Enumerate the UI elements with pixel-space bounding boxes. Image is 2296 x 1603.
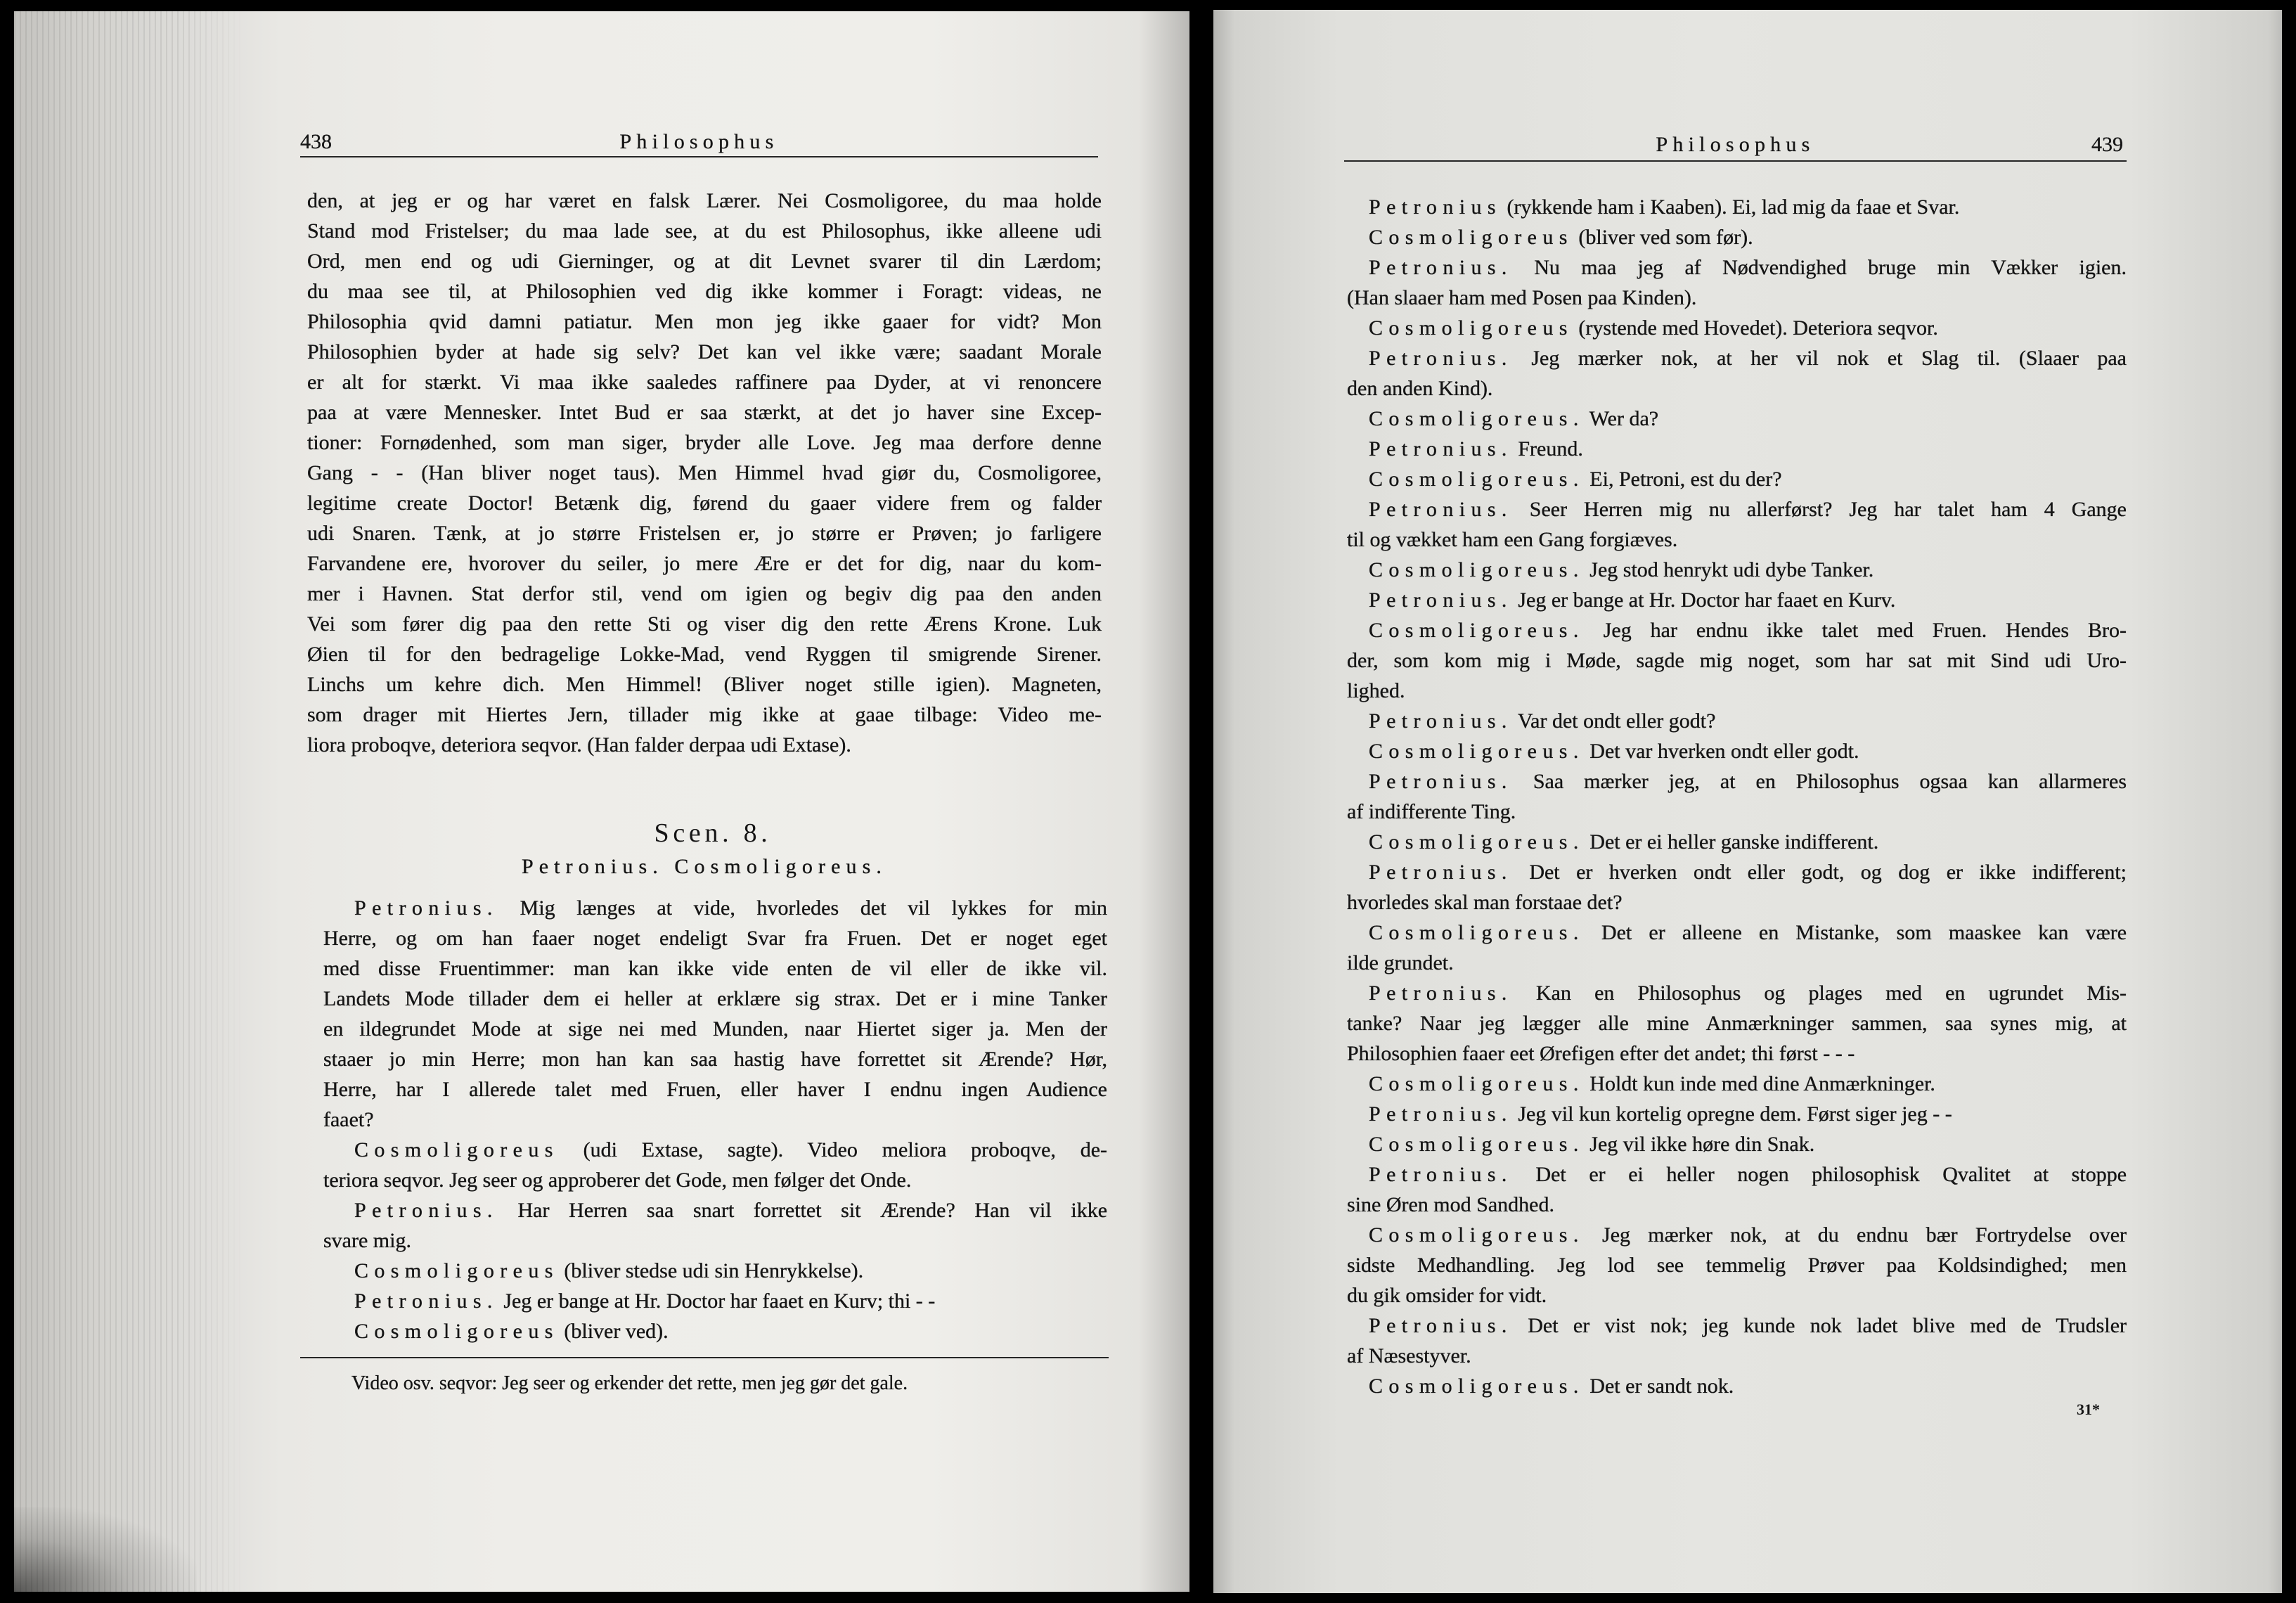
speech-text: (Han slaaer ham med Posen paa Kinden).: [1347, 286, 1697, 309]
speech-text: Har Herren saa snart forrettet sit Ærende? Han vil ikke: [517, 1199, 1107, 1222]
speech-text: faaet?: [323, 1108, 374, 1131]
speech-text: (udi Extase, sagte). Video meliora proboqve, de-: [583, 1138, 1107, 1161]
text-line: [307, 427, 1102, 458]
speech-line: [323, 1256, 1107, 1286]
speaker-name: Petronius.: [1369, 981, 1513, 1005]
speech-paragraph: [323, 1286, 1107, 1316]
speech-line: [1347, 1099, 2127, 1129]
speech-text: der, som kom mig i Møde, sagde mig noget, som har sat mit Sind udi Uro-: [1347, 649, 2127, 672]
line-text: Philosophia qvid damni patiatur. Men mon jeg ikke gaaer for vidt? Mon: [307, 310, 1102, 333]
speech-text: Det var hverken ondt eller godt.: [1589, 740, 1859, 763]
speech-line: [1347, 373, 2127, 404]
text-line: [307, 730, 1102, 760]
speech-line: [323, 1135, 1107, 1165]
speaker-name: Cosmoligoreus.: [1369, 468, 1585, 491]
speaker-name: Cosmoligoreus.: [1369, 558, 1585, 581]
speaker-name: Cosmoligoreus.: [1369, 1133, 1585, 1156]
speech-paragraph: [1347, 857, 2127, 918]
speaker-name: Petronius.: [354, 1199, 498, 1222]
speech-text: ilde grundet.: [1347, 951, 1454, 974]
speech-paragraph: [1347, 343, 2127, 404]
speech-text: Freund.: [1518, 437, 1583, 461]
speech-line: [1347, 645, 2127, 676]
speech-text: Mig længes at vide, hvorledes det vil lykkes for min: [520, 896, 1107, 920]
speech-text: Jeg mærker nok, at du endnu bær Fortrydelse over: [1602, 1223, 2127, 1247]
speech-text: sidste Medhandling. Jeg lod see temmelig Prøver paa Koldsindighed; men: [1347, 1254, 2127, 1277]
speech-text: Jeg mærker nok, at her vil nok et Slag til. (Slaaer paa: [1531, 347, 2127, 370]
line-text: liora proboqve, deteriora seqvor. (Han falder derpaa udi Extase).: [307, 733, 851, 757]
speech-paragraph: [323, 1256, 1107, 1286]
speech-paragraph: [323, 893, 1107, 1135]
speaker-name: Cosmoligoreus: [354, 1138, 559, 1161]
speech-text: en ildegrundet Mode at sige nei med Munden, naar Hiertet siger ja. Men der: [323, 1017, 1107, 1041]
speech-line: [323, 1044, 1107, 1074]
speech-line: [323, 1195, 1107, 1225]
text-line: [307, 488, 1102, 518]
speech-paragraph: [1347, 1371, 2127, 1401]
speech-text: Nu maa jeg af Nødvendighed bruge min Vækker igien.: [1534, 256, 2127, 279]
speaker-name: Petronius.: [1369, 347, 1513, 370]
speech-paragraph: [1347, 555, 2127, 585]
speech-text: lighed.: [1347, 679, 1405, 702]
right-book-page: [1213, 10, 2282, 1593]
dialogue-block: [323, 893, 1107, 1346]
speech-text: Det er alleene en Mistanke, som maaskee kan være: [1601, 921, 2127, 944]
speech-paragraph: [1347, 1129, 2127, 1159]
speech-paragraph: [1347, 464, 2127, 494]
speech-text: Herre, har I allerede talet med Fruen, eller haver I endnu ingen Audience: [323, 1078, 1107, 1101]
speaker-name: Petronius.: [1369, 861, 1513, 884]
page-number: 439: [2091, 133, 2123, 156]
speech-text: Det er ei heller nogen philosophisk Qvalitet at stoppe: [1535, 1163, 2127, 1186]
speech-text: med disse Fruentimmer: man kan ikke vide enten de vil eller de ikke vil.: [323, 957, 1107, 980]
speech-text: Det er sandt nok.: [1589, 1375, 1734, 1398]
line-text: Ord, men end og udi Gierninger, og at dit Levnet svarer til din Lærdom;: [307, 250, 1102, 273]
text-line: [307, 458, 1102, 488]
line-text: Gang - - (Han bliver noget taus). Men Himmel hvad giør du, Cosmoligoree,: [307, 461, 1102, 484]
speaker-name: Petronius.: [354, 1289, 498, 1313]
speech-line: [323, 1225, 1107, 1256]
speech-text: teriora seqvor. Jeg seer og approberer det Gode, men følger det Onde.: [323, 1169, 912, 1192]
line-text: du maa see til, at Philosophien ved dig ikke kommer i Foragt: videas, ne: [307, 280, 1102, 303]
speech-text: Herre, og om han faaer noget endeligt Svar fra Fruen. Det er noget eget: [323, 927, 1107, 950]
speaker-name: Cosmoligoreus.: [1369, 407, 1585, 430]
speech-paragraph: [1347, 1099, 2127, 1129]
speech-paragraph: [323, 1135, 1107, 1195]
speaker-name: Cosmoligoreus.: [1369, 830, 1585, 854]
page-number: 438: [300, 130, 332, 153]
speech-text: (bliver stedse udi sin Henrykkelse).: [564, 1259, 864, 1282]
speech-paragraph: [323, 1316, 1107, 1346]
footnote: Video osv. seqvor: Jeg seer og erkender det rette, men jeg gør det gale.: [352, 1372, 908, 1394]
speech-text: Jeg er bange at Hr. Doctor har faaet en Kurv; thi - -: [503, 1289, 936, 1313]
speech-text: Jeg er bange at Hr. Doctor har faaet en Kurv.: [1518, 588, 1896, 612]
signature-mark: 31*: [2077, 1401, 2100, 1418]
line-text: den, at jeg er og har været en falsk Lærer. Nei Cosmoligoree, du maa holde: [307, 189, 1102, 212]
speech-line: [1347, 1038, 2127, 1069]
speaker-name: Cosmoligoreus: [1369, 226, 1573, 249]
speech-text: Det er ei heller ganske indifferent.: [1589, 830, 1879, 854]
line-text: er alt for stærkt. Vi maa ikke saaledes raffinere paa Dyder, at vi renoncere: [307, 371, 1102, 394]
speaker-name: Petronius.: [1369, 1163, 1513, 1186]
speech-paragraph: [1347, 252, 2127, 313]
text-line: [307, 669, 1102, 700]
speech-line: [1347, 797, 2127, 827]
speech-line: [1347, 464, 2127, 494]
speech-text: Holdt kun inde med dine Anmærkninger.: [1589, 1072, 1935, 1095]
speaker-name: Cosmoligoreus.: [1369, 619, 1585, 642]
speech-text: af Næsestyver.: [1347, 1344, 1471, 1367]
text-line: [307, 579, 1102, 609]
speaker-name: Cosmoligoreus.: [1369, 921, 1585, 944]
text-line: [307, 367, 1102, 397]
line-text: udi Snaren. Tænk, at jo større Fristelsen er, jo større er Prøven; jo farligere: [307, 522, 1102, 545]
speech-line: [1347, 1341, 2127, 1371]
speech-line: [1347, 494, 2127, 524]
speech-line: [323, 1286, 1107, 1316]
speech-line: [1347, 1190, 2127, 1220]
speech-text: til og vækket ham een Gang forgiæves.: [1347, 528, 1678, 551]
speech-line: [1347, 978, 2127, 1008]
speech-line: [323, 1316, 1107, 1346]
left-book-page: [14, 11, 1189, 1592]
speaker-name: Cosmoligoreus.: [1369, 1223, 1585, 1247]
speech-line: [1347, 887, 2127, 918]
speech-line: [1347, 827, 2127, 857]
speaker-name: Petronius.: [1369, 1102, 1513, 1126]
speech-text: Landets Mode tillader dem ei heller at erklære sig strax. Det er i mine Tanker: [323, 987, 1107, 1010]
text-line: [307, 700, 1102, 730]
speech-line: [1347, 404, 2127, 434]
header-rule: [300, 156, 1098, 157]
speech-line: [1347, 676, 2127, 706]
speech-line: [323, 1074, 1107, 1105]
text-line: [307, 307, 1102, 337]
speech-paragraph: [1347, 706, 2127, 736]
speech-line: [1347, 615, 2127, 645]
header-rule: [1344, 160, 2127, 162]
speech-line: [1347, 948, 2127, 978]
speech-paragraph: [1347, 1220, 2127, 1311]
speech-paragraph: [1347, 766, 2127, 827]
speech-paragraph: [1347, 1311, 2127, 1371]
line-text: legitime create Doctor! Betænk dig, førend du gaaer videre frem og falder: [307, 491, 1102, 515]
text-line: [307, 397, 1102, 427]
speech-paragraph: [1347, 827, 2127, 857]
text-line: [307, 337, 1102, 367]
speech-text: Kan en Philosophus og plages med en ugrundet Mis-: [1535, 981, 2127, 1005]
text-line: [307, 548, 1102, 579]
speaker-name: Petronius.: [1369, 588, 1513, 612]
text-line: [307, 216, 1102, 246]
speech-line: [323, 1014, 1107, 1044]
speech-line: [1347, 857, 2127, 887]
speech-text: Philosophien faaer eet Ørefigen efter det andet; thi først - - -: [1347, 1042, 1855, 1065]
speaker-name: Petronius.: [1369, 770, 1513, 793]
speech-paragraph: [1347, 1159, 2127, 1220]
running-head: Philosophus: [1656, 133, 1815, 156]
speech-paragraph: [1347, 404, 2127, 434]
footnote-rule: [300, 1357, 1109, 1358]
speech-line: [1347, 434, 2127, 464]
speech-text: Wer da?: [1589, 407, 1659, 430]
speech-line: [323, 893, 1107, 923]
line-text: paa at være Mennesker. Intet Bud er saa stærkt, at det jo haver sine Excep-: [307, 401, 1102, 424]
scene-heading: Scen. 8.: [654, 818, 772, 848]
speech-line: [1347, 736, 2127, 766]
line-text: Øien til for den bedragelige Lokke-Mad, vend Ryggen til smigrende Sirener.: [307, 643, 1102, 666]
speech-text: Jeg stod henrykt udi dybe Tanker.: [1589, 558, 1874, 581]
speech-line: [1347, 343, 2127, 373]
dialogue-block: [1347, 192, 2127, 1401]
speaker-name: Petronius: [1369, 195, 1502, 219]
scene-cast-list: Petronius. Cosmoligoreus.: [521, 855, 887, 878]
line-text: tioner: Fornødenhed, som man siger, bryder alle Love. Jeg maa derfore denne: [307, 431, 1102, 454]
speech-text: den anden Kind).: [1347, 377, 1493, 400]
speech-text: af indifferente Ting.: [1347, 800, 1516, 823]
page-edge-stack: [14, 11, 246, 1592]
speech-line: [1347, 555, 2127, 585]
speech-line: [323, 1165, 1107, 1195]
line-text: Stand mod Fristelser; du maa lade see, at du est Philosophus, ikke alleene udi: [307, 219, 1102, 243]
speech-line: [1347, 1250, 2127, 1280]
speech-line: [1347, 192, 2127, 222]
speech-line: [323, 923, 1107, 953]
speech-line: [1347, 706, 2127, 736]
speech-line: [1347, 918, 2127, 948]
speech-line: [1347, 1311, 2127, 1341]
text-line: [307, 518, 1102, 548]
line-text: mer i Havnen. Stat derfor stil, vend om igien og begiv dig paa den anden: [307, 582, 1102, 605]
speech-text: Ei, Petroni, est du der?: [1589, 468, 1782, 491]
speech-line: [323, 953, 1107, 984]
text-line: [307, 609, 1102, 639]
line-text: som drager mit Hiertes Jern, tillader mig ikke at gaae tilbage: Video me-: [307, 703, 1102, 726]
speech-text: Saa mærker jeg, at en Philosophus ogsaa kan allarmeres: [1533, 770, 2127, 793]
speech-line: [1347, 313, 2127, 343]
speaker-name: Cosmoligoreus.: [1369, 1072, 1585, 1095]
speech-line: [1347, 524, 2127, 555]
speech-text: staaer jo min Herre; mon han kan saa hastig have forrettet sit Ærende? Hør,: [323, 1048, 1107, 1071]
speech-text: hvorledes skal man forstaae det?: [1347, 891, 1623, 914]
speech-line: [1347, 1069, 2127, 1099]
continued-speech: [307, 186, 1102, 760]
speech-paragraph: [1347, 978, 2127, 1069]
speech-line: [1347, 1220, 2127, 1250]
speaker-name: Cosmoligoreus.: [1369, 1375, 1585, 1398]
speech-line: [1347, 1159, 2127, 1190]
speech-text: svare mig.: [323, 1229, 411, 1252]
speaker-name: Petronius.: [1369, 437, 1513, 461]
speech-paragraph: [1347, 222, 2127, 252]
speaker-name: Petronius.: [1369, 709, 1513, 733]
corner-shadow: [14, 1507, 197, 1592]
text-line: [307, 186, 1102, 216]
speech-line: [1347, 766, 2127, 797]
line-text: Linchs um kehre dich. Men Himmel! (Bliver noget stille igien). Magneten,: [307, 673, 1102, 696]
speech-paragraph: [1347, 313, 2127, 343]
line-text: Farvandene ere, hvorover du seiler, jo mere Ære er det for dig, naar du kom-: [307, 552, 1102, 575]
speech-text: tanke? Naar jeg lægger alle mine Anmærkninger sammen, saa synes mig, at: [1347, 1012, 2127, 1035]
speaker-name: Petronius.: [1369, 256, 1513, 279]
speech-text: (rykkende ham i Kaaben). Ei, lad mig da faae et Svar.: [1507, 195, 1960, 219]
speech-text: (rystende med Hovedet). Deteriora seqvor.: [1578, 316, 1938, 340]
speech-line: [323, 984, 1107, 1014]
speaker-name: Cosmoligoreus: [1369, 316, 1573, 340]
speech-line: [1347, 283, 2127, 313]
text-line: [307, 246, 1102, 276]
speech-paragraph: [1347, 736, 2127, 766]
speaker-name: Petronius.: [354, 896, 498, 920]
speech-text: Jeg vil kun kortelig opregne dem. Først siger jeg - -: [1518, 1102, 1952, 1126]
speech-line: [1347, 1280, 2127, 1311]
speech-paragraph: [1347, 434, 2127, 464]
speech-line: [1347, 585, 2127, 615]
running-head: Philosophus: [619, 130, 779, 153]
speech-line: [1347, 1008, 2127, 1038]
speaker-name: Cosmoligoreus.: [1369, 740, 1585, 763]
speech-text: Var det ondt eller godt?: [1517, 709, 1716, 733]
text-line: [307, 276, 1102, 307]
line-text: Philosophien byder at hade sig selv? Det kan vel ikke være; saadant Morale: [307, 340, 1102, 363]
speaker-name: Cosmoligoreus: [354, 1259, 559, 1282]
speech-text: Jeg har endnu ikke talet med Fruen. Hendes Bro-: [1603, 619, 2127, 642]
speaker-name: Cosmoligoreus: [354, 1320, 559, 1343]
speech-paragraph: [1347, 192, 2127, 222]
speech-line: [1347, 222, 2127, 252]
speech-text: (bliver ved).: [564, 1320, 669, 1343]
speech-text: sine Øren mod Sandhed.: [1347, 1193, 1554, 1216]
line-text: Vei som fører dig paa den rette Sti og viser dig den rette Ærens Krone. Luk: [307, 612, 1102, 636]
speech-line: [1347, 252, 2127, 283]
speech-paragraph: [1347, 918, 2127, 978]
speech-paragraph: [1347, 494, 2127, 555]
speech-line: [1347, 1371, 2127, 1401]
speaker-name: Petronius.: [1369, 498, 1513, 521]
speech-text: Det er hverken ondt eller godt, og dog er ikke indifferent;: [1529, 861, 2127, 884]
speech-paragraph: [1347, 1069, 2127, 1099]
text-line: [307, 639, 1102, 669]
speech-paragraph: [323, 1195, 1107, 1256]
speech-line: [1347, 1129, 2127, 1159]
speaker-name: Petronius.: [1369, 1314, 1513, 1337]
speech-text: Det er vist nok; jeg kunde nok ladet blive med de Trudsler: [1528, 1314, 2127, 1337]
speech-paragraph: [1347, 615, 2127, 706]
speech-text: du gik omsider for vidt.: [1347, 1284, 1547, 1307]
speech-text: Seer Herren mig nu allerførst? Jeg har talet ham 4 Gange: [1529, 498, 2127, 521]
speech-line: [323, 1105, 1107, 1135]
speech-text: (bliver ved som før).: [1578, 226, 1753, 249]
speech-text: Jeg vil ikke høre din Snak.: [1589, 1133, 1815, 1156]
speech-paragraph: [1347, 585, 2127, 615]
